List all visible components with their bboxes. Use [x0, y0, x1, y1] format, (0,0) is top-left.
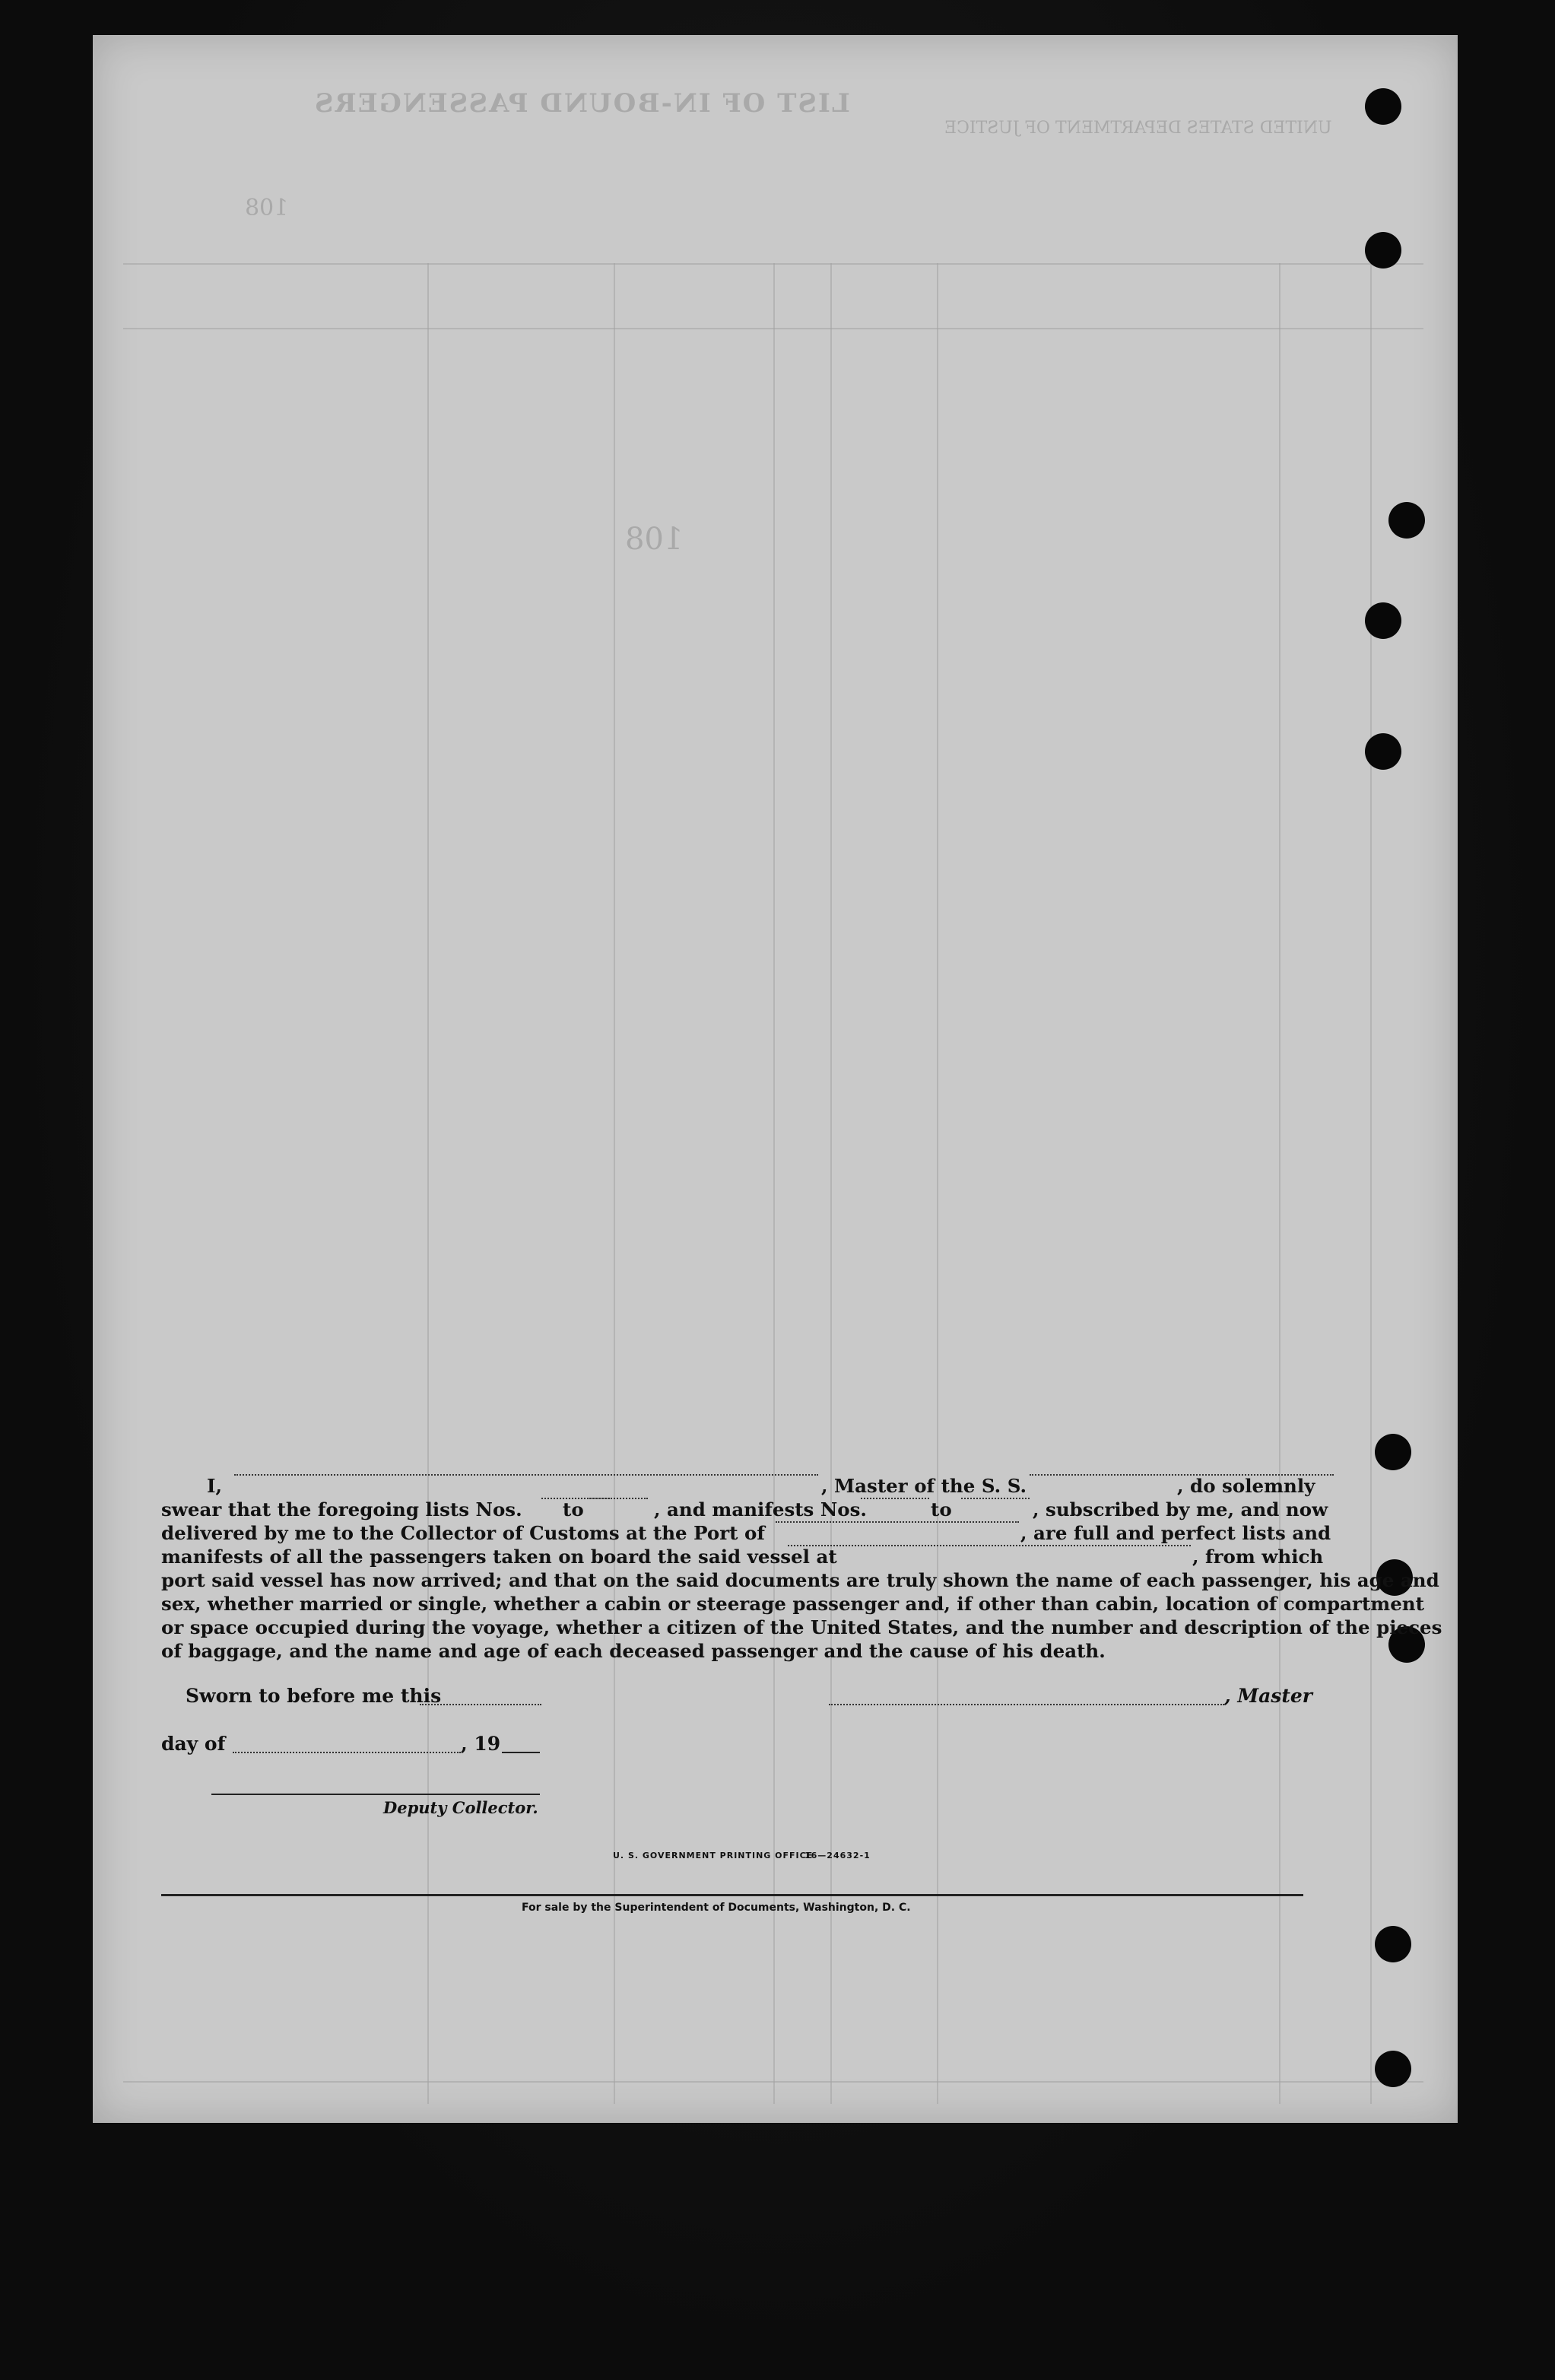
master-label-text: , Master: [1224, 1685, 1312, 1707]
bleed-rule: [614, 263, 615, 2104]
embarkation-port-field[interactable]: [788, 1545, 1191, 1546]
punch-hole: [1375, 1926, 1411, 1962]
manifest-to-field[interactable]: [961, 1498, 1030, 1499]
oath-text: swear that the foregoing lists Nos.: [161, 1498, 522, 1520]
bleed-rule: [773, 263, 775, 2104]
oath-text: of baggage, and the name and age of each deceased passenger and the cause of his death.: [161, 1640, 1106, 1662]
bleed-rule: [830, 263, 832, 2104]
bleed-through-title: LIST OF IN-BOUND PASSENGERS: [313, 88, 850, 119]
master-name-field[interactable]: [234, 1474, 818, 1476]
oath-text: or space occupied during the voyage, whether a citizen of the United States, and the number and description of the pieces: [161, 1616, 1442, 1638]
bleed-through-number: 108: [245, 195, 289, 221]
manifest-page: [93, 35, 1458, 2123]
punch-hole: [1365, 733, 1401, 770]
list-to-field[interactable]: [587, 1498, 648, 1499]
bleed-rule: [1279, 263, 1280, 2104]
oath-text: , Master of the S. S.: [821, 1475, 1027, 1497]
sworn-label: Sworn to before me this: [186, 1685, 442, 1707]
punch-hole: [1365, 602, 1401, 639]
oath-line-1: [161, 1474, 1315, 1498]
day-of-field[interactable]: [233, 1752, 461, 1753]
punch-hole: [1375, 1434, 1411, 1470]
oath-text: , and manifests Nos.: [654, 1498, 867, 1520]
bleed-rule: [1370, 263, 1372, 2104]
punch-hole: [1375, 2051, 1411, 2087]
printing-office-text: U. S. GOVERNMENT PRINTING OFFICE: [613, 1851, 814, 1860]
oath-line-3: [161, 1521, 1331, 1545]
oath-text: port said vessel has now arrived; and that on the said documents are truly shown the name of each passenger, his age and: [161, 1569, 1439, 1591]
oath-line-8: [161, 1639, 1303, 1663]
punch-hole: [1388, 502, 1425, 539]
day-of-label: day of: [161, 1733, 226, 1755]
bleed-rule: [427, 263, 429, 2104]
oath-text: delivered by me to the Collector of Customs at the Port of: [161, 1522, 765, 1544]
oath-text: manifests of all the passengers taken on board the said vessel at: [161, 1546, 837, 1568]
manifest-from-field[interactable]: [861, 1498, 929, 1499]
footer-rule: [161, 1894, 1303, 1896]
oath-text: , from which: [1192, 1546, 1324, 1568]
year-field[interactable]: [502, 1752, 540, 1753]
oath-text: , do solemnly: [1177, 1475, 1315, 1497]
oath-text: to: [931, 1498, 952, 1520]
deputy-collector-label: Deputy Collector.: [383, 1798, 538, 1817]
port-field[interactable]: [776, 1521, 1019, 1523]
sworn-date-field[interactable]: [420, 1704, 541, 1705]
oath-text: to: [563, 1498, 584, 1520]
oath-text: , are full and perfect lists and: [1020, 1522, 1331, 1544]
punch-hole: [1365, 232, 1401, 269]
oath-text: sex, whether married or single, whether a cabin or steerage passenger and, if other than cabin, location of compartment: [161, 1593, 1424, 1615]
for-sale-text: For sale by the Superintendent of Documents, Washington, D. C.: [522, 1902, 911, 1914]
master-signature-field[interactable]: [829, 1704, 1224, 1705]
oath-line-4: [161, 1545, 1324, 1568]
oath-text: I,: [207, 1475, 222, 1497]
oath-line-2: [161, 1498, 1328, 1521]
oath-line-6: [161, 1592, 1424, 1616]
bleed-through-number-2: 108: [625, 522, 684, 557]
oath-text: , subscribed by me, and now: [1033, 1498, 1328, 1520]
bleed-through-header: UNITED STATES DEPARTMENT OF JUSTICE: [944, 119, 1332, 138]
deputy-signature-line[interactable]: [211, 1794, 540, 1795]
bleed-rule: [937, 263, 938, 2104]
master-label: [1224, 1685, 1312, 1707]
form-code-text: 16—24632-1: [804, 1851, 871, 1860]
oath-line-7: [161, 1616, 1442, 1639]
oath-paragraph: [161, 1474, 1442, 1663]
punch-hole: [1365, 88, 1401, 125]
year-label: , 19: [461, 1733, 501, 1755]
oath-line-5: [161, 1568, 1439, 1592]
bleed-rule: [123, 2081, 1423, 2083]
